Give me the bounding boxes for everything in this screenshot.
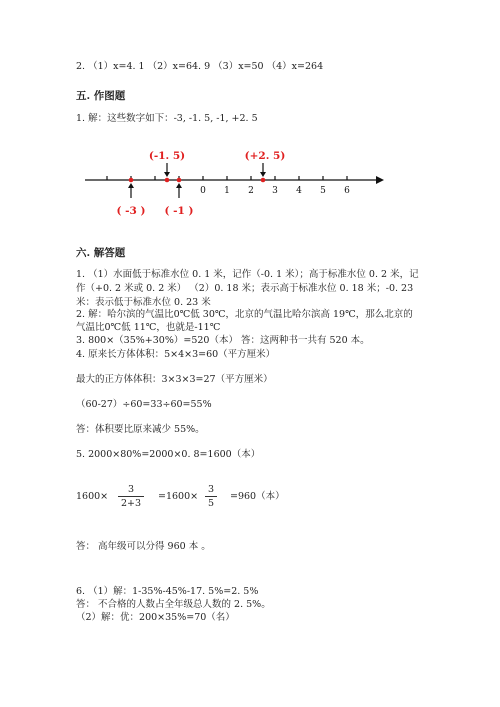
fraction-denominator: 5 [207,498,215,509]
fraction-numerator: 3 [207,484,215,495]
s6-line: 米：表示低于标准水位 0. 23 米 [76,297,211,308]
arrow-down-icon [260,172,266,177]
fraction-3-over-5 [205,484,217,509]
section6-title: 六. 解答题 [76,247,126,259]
s6-line: 气温比0℃低 11℃，也就是-11℃ [76,322,221,333]
q2-answer: 2. （1）x=4. 1 （2）x=64. 9 （3）x=50 （4）x=264 [76,61,324,72]
arrow-up-icon [128,183,134,188]
number-line-arrowhead [376,176,384,184]
fraction-numerator: 3 [127,484,135,495]
q6-line: 答： 不合格的人数占全年级总人数的 2. 5%。 [76,599,271,610]
q4-max-volume: 最大的正方体体积：3×3×3=27（平方厘米） [76,374,273,385]
tick-label-6: 6 [344,186,350,196]
s6-line: 4. 原来长方体体积：5×4×3=60（平方厘米） [76,349,276,360]
label-neg1-5: (-1. 5) [148,150,186,162]
number-line-figure [80,140,390,225]
q5-answer: 答： 高年级可以分得 960 本 。 [76,541,211,552]
point-neg1 [177,178,182,183]
s6-line: 作（+0. 2 米或 0. 2 米） （2）0. 18 米；表示高于标准水位 0. 18 米；-0. 23 [76,283,414,294]
q6-line: 6. （1）解：1-35%-45%-17. 5%=2. 5% [76,586,259,597]
tick-label-4: 4 [296,186,302,196]
point-neg3 [129,178,134,183]
section5-title: 五. 作图题 [76,90,126,102]
s6-line: 1. （1）水面低于标准水位 0. 1 米，记作（-0. 1 米）；高于标准水位 0. 2 米，记 [76,269,419,280]
q5-frac-mid: =1600× [158,491,199,502]
s6-line: 3. 800×（35%+30%）=520（本） 答：这两种书一共有 520 本。 [76,335,370,346]
tick-label-1: 1 [224,186,230,196]
label-neg3: ( -3 ) [116,205,146,217]
fraction-3-over-2plus3 [118,484,144,509]
q5-frac-suffix: =960（本） [230,491,285,502]
q6-line: （2）解：优：200×35%=70（名） [76,612,235,623]
q4-calc: （60-27）÷60=33÷60=55% [76,399,212,410]
q5-frac-prefix: 1600× [76,491,109,502]
fraction-denominator: 2+3 [120,498,142,509]
q5-1-text: 1. 解：这些数字如下：-3, -1. 5, -1, +2. 5 [76,113,258,124]
s6-line: 2. 解：哈尔滨的气温比0℃低 30℃，北京的气温比哈尔滨高 19℃，那么北京的 [76,309,413,320]
label-neg1: ( -1 ) [164,205,194,217]
tick-label-0: 0 [200,186,206,196]
tick-label-5: 5 [320,186,326,196]
point-neg1-5 [165,178,170,183]
q5-line: 5. 2000×80%=2000×0. 8=1600（本） [76,449,261,460]
q4-answer: 答：体积要比原来减少 55%。 [76,424,205,435]
label-pos2-5: (+2. 5) [244,150,286,162]
arrow-down-icon [164,172,170,177]
point-pos2-5 [261,178,266,183]
tick-label-3: 3 [272,186,278,196]
arrow-up-icon [176,183,182,188]
tick-label-2: 2 [248,186,254,196]
